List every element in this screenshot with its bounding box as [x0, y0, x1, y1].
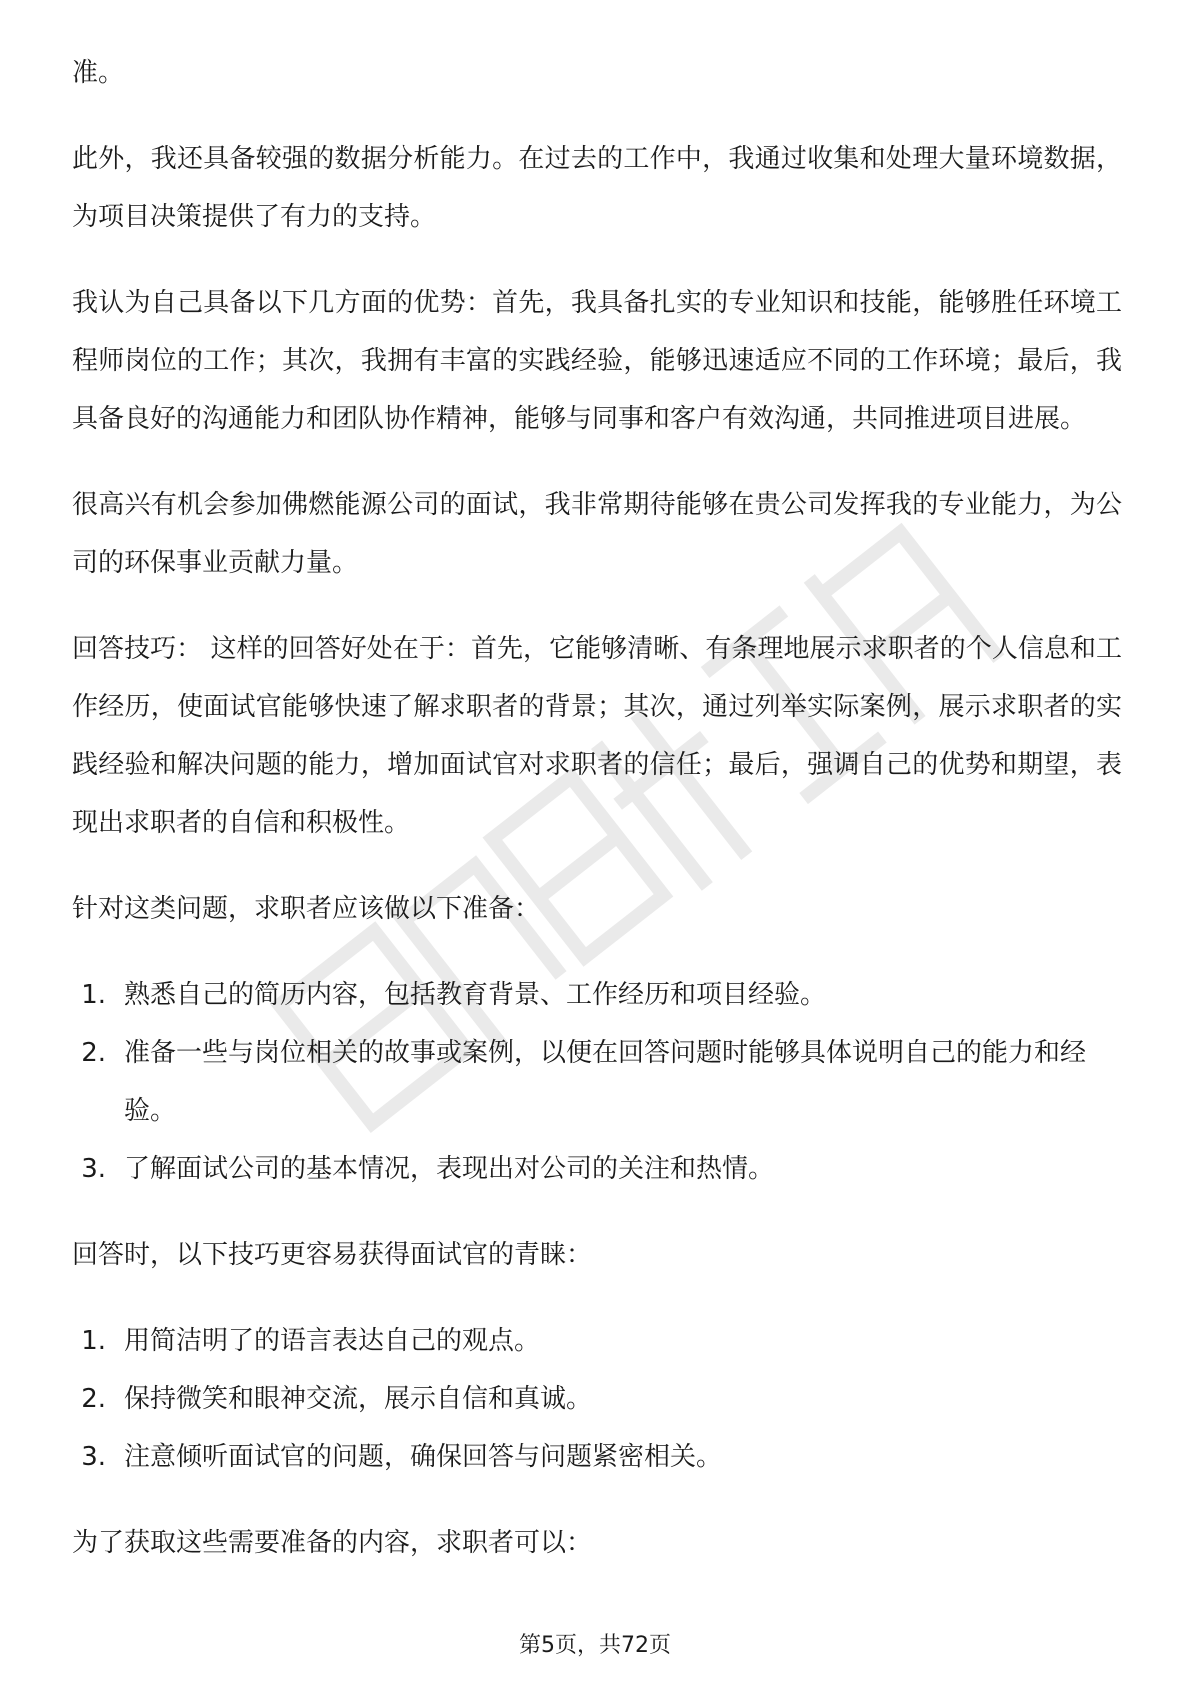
list-text: 保持微笑和眼神交流，展示自信和真诚。 [124, 1384, 593, 1414]
paragraph: 很高兴有机会参加佛燃能源公司的面试，我非常期待能够在贵公司发挥我的专业能力，为公司的环保事业贡献力量。 [72, 490, 1122, 578]
list-number: 3. [81, 1154, 106, 1184]
list-number: 1. [81, 980, 106, 1010]
list-number: 1. [81, 1326, 106, 1356]
list-item [72, 1370, 1122, 1428]
preparation-list [72, 966, 1122, 1198]
paragraph: 此外，我还具备较强的数据分析能力。在过去的工作中，我通过收集和处理大量环境数据，为项目决策提供了有力的支持。 [72, 144, 1122, 232]
paragraph: 针对这类问题，求职者应该做以下准备： [72, 894, 541, 924]
list-text: 注意倾听面试官的问题，确保回答与问题紧密相关。 [124, 1442, 723, 1472]
list-number: 3. [81, 1442, 106, 1472]
paragraph: 回答技巧： 这样的回答好处在于：首先，它能够清晰、有条理地展示求职者的个人信息和工作经历，使面试官能够快速了解求职者的背景；其次，通过列举实际案例，展示求职者的实践经验和解决问题的能力，增加面试官对求职者的信任；最后，强调自己的优势和期望，表现出求职者的自信和积极性。 [72, 634, 1122, 838]
tips-list [72, 1312, 1122, 1486]
paragraph: 准。 [72, 58, 125, 88]
list-item [72, 1140, 1122, 1198]
list-item [72, 1428, 1122, 1486]
paragraph: 我认为自己具备以下几方面的优势：首先，我具备扎实的专业知识和技能，能够胜任环境工程师岗位的工作；其次，我拥有丰富的实践经验，能够迅速适应不同的工作环境；最后，我具备良好的沟通能力和团队协作精神，能够与同事和客户有效沟通，共同推进项目进展。 [72, 288, 1122, 434]
paragraph: 为了获取这些需要准备的内容，求职者可以： [72, 1528, 593, 1558]
page-footer: 第5页，共72页 [519, 1633, 671, 1658]
list-text: 用简洁明了的语言表达自己的观点。 [124, 1326, 541, 1356]
list-item [72, 1024, 1122, 1140]
list-number: 2. [81, 1384, 106, 1414]
list-item [72, 1312, 1122, 1370]
list-text: 准备一些与岗位相关的故事或案例，以便在回答问题时能够具体说明自己的能力和经验。 [124, 1038, 1087, 1126]
paragraph: 回答时，以下技巧更容易获得面试官的青睐： [72, 1240, 593, 1270]
list-number: 2. [81, 1038, 106, 1068]
list-item [72, 966, 1122, 1024]
list-text: 了解面试公司的基本情况，表现出对公司的关注和热情。 [124, 1154, 775, 1184]
document-body [72, 44, 1122, 1600]
list-text: 熟悉自己的简历内容，包括教育背景、工作经历和项目经验。 [124, 980, 827, 1010]
